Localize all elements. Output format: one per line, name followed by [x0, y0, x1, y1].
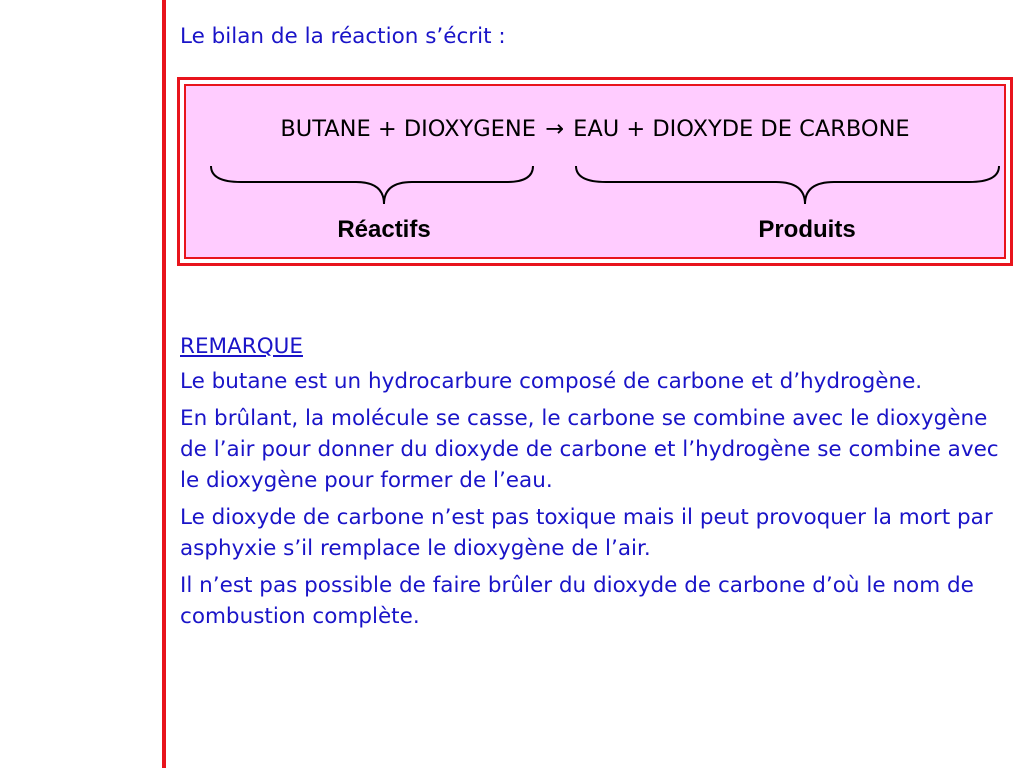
products-label: Produits	[758, 216, 856, 243]
products-brace	[576, 166, 999, 204]
reactants-brace	[211, 166, 533, 204]
remark-section	[180, 331, 1016, 638]
intro-text: Le bilan de la réaction s’écrit :	[180, 24, 506, 49]
remark-heading: REMARQUE	[180, 334, 303, 359]
equation-panel	[184, 84, 1006, 259]
braces	[186, 86, 1008, 261]
reaction-arrow: →	[545, 116, 564, 142]
remark-paragraph: Le butane est un hydrocarbure composé de carbone et d’hydrogène.	[180, 369, 923, 394]
remark-paragraph: Le dioxyde de carbone n’est pas toxique mais il peut provoquer la mort par asphyxie s’il remplace le dioxygène de l’air.	[180, 505, 993, 561]
margin-line	[162, 0, 166, 768]
products-text: EAU + DIOXYDE DE CARBONE	[573, 116, 910, 142]
remark-paragraph: Il n’est pas possible de faire brûler du dioxyde de carbone d’où le nom de combustion complète.	[180, 573, 974, 629]
equation-box	[177, 77, 1013, 266]
remark-paragraph: En brûlant, la molécule se casse, le carbone se combine avec le dioxygène de l’air pour donner du dioxyde de carbone et l’hydrogène se combine avec le dioxygène pour former de l’eau.	[180, 406, 999, 493]
reactants-label: Réactifs	[337, 216, 431, 243]
reactants-text: BUTANE + DIOXYGENE	[280, 116, 536, 142]
